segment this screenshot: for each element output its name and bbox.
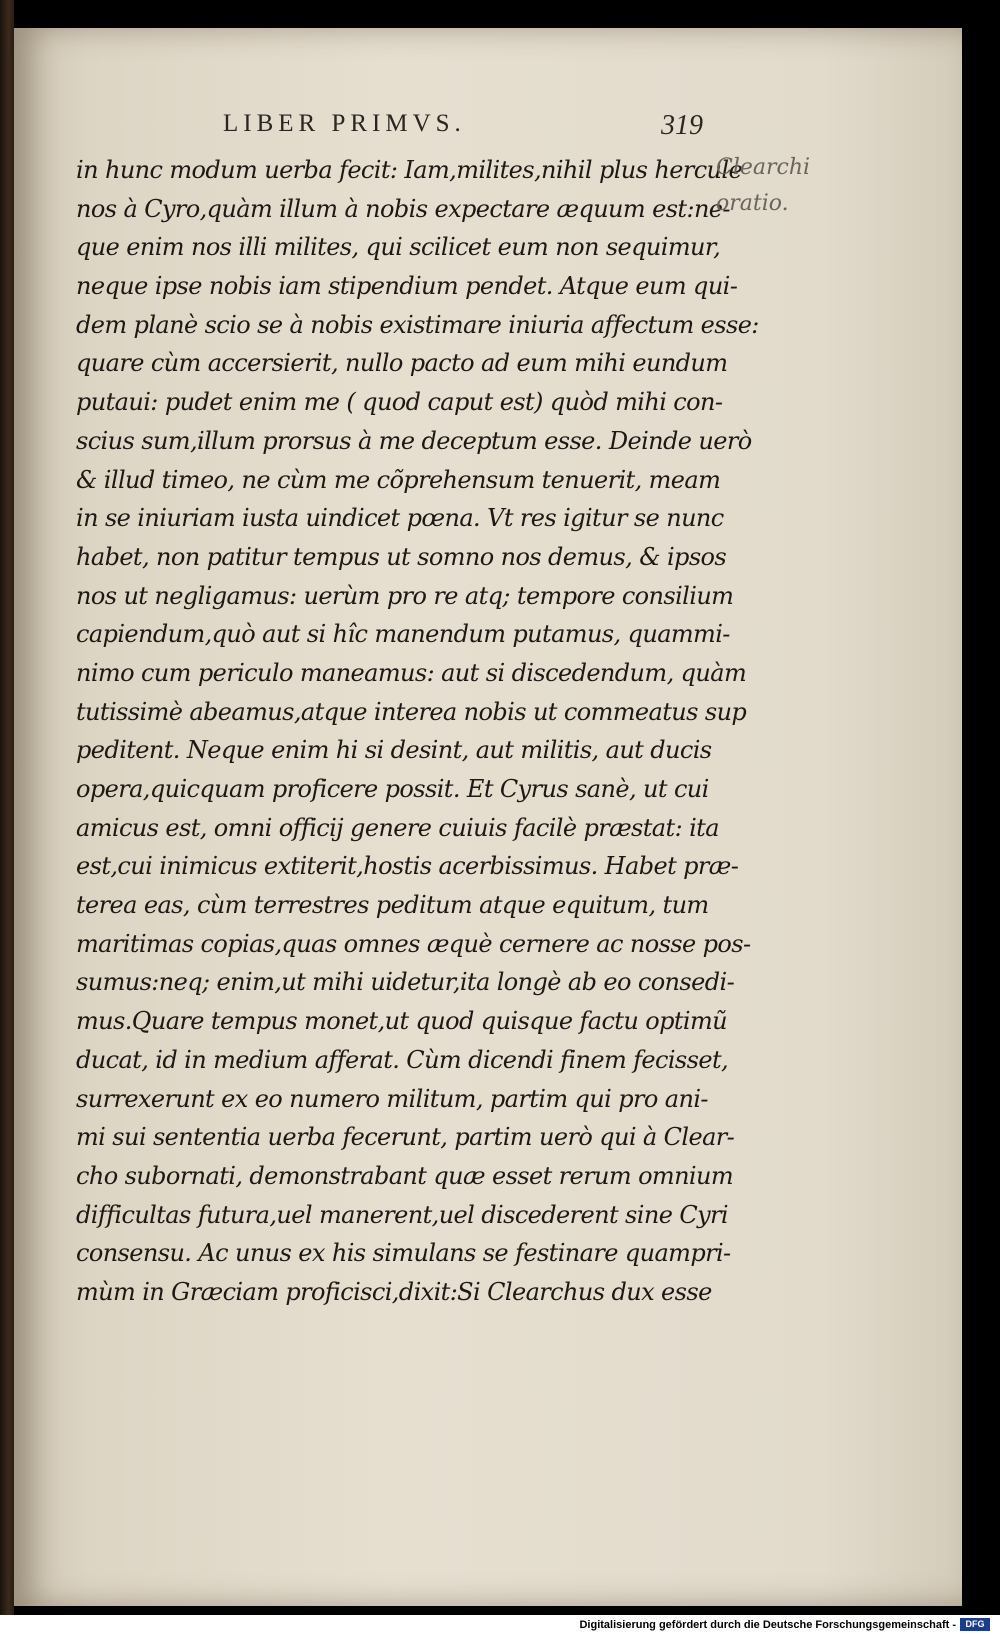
text-line: est,cui inimicus extiterit,hostis acerbissimus. Habet præ- [76, 852, 739, 881]
dfg-logo: DFG [960, 1618, 990, 1631]
digitization-credit: Digitalisierung gefördert durch die Deutsche Forschungsgemeinschaft - [579, 1619, 956, 1631]
text-line: difficultas futura,uel manerent,uel discederent sine Cyri [76, 1200, 728, 1229]
text-line: opera,quicquam proficere possit. Et Cyrus sanè, ut cui [76, 775, 709, 803]
text-line: terea eas, cùm terrestres peditum atque equitum, tum [76, 891, 709, 920]
text-line: quare cùm accersierit, nullo pacto ad eum mihi eundum [76, 349, 728, 378]
text-line: sumus:neq; enim,ut mihi uidetur,ita longè ab eo consedi- [76, 968, 735, 997]
page-number: 319 [661, 110, 703, 141]
text-line: in hunc modum uerba fecit: Iam,milites,nihil plus hercule [76, 156, 743, 184]
marginal-note [716, 150, 811, 222]
page-header [223, 110, 703, 150]
marginal-note-line: Clearchi [716, 155, 811, 180]
text-line: neque ipse nobis iam stipendium pendet. Atque eum qui- [76, 272, 738, 301]
book-spine [0, 0, 14, 1635]
text-line: cho subornati, demonstrabant quæ esset rerum omnium [76, 1161, 734, 1190]
text-line: ducat, id in medium afferat. Cùm dicendi finem fecisset, [76, 1045, 729, 1074]
text-line: mùm in Græciam proficisci,dixit:Si Clearchus dux esse [76, 1277, 712, 1306]
running-head: LIBER PRIMVS. [223, 110, 466, 137]
text-line: mus.Quare tempus monet,ut quod quisque factu optimũ [76, 1007, 727, 1036]
marginal-note-line: oratio. [716, 191, 789, 216]
text-line: surrexerunt ex eo numero militum, partim qui pro ani- [76, 1084, 708, 1113]
text-line: maritimas copias,quas omnes æquè cernere ac nosse pos- [76, 929, 751, 958]
text-line: nos ut negligamus: uerùm pro re atq; tempore consilium [76, 581, 734, 610]
text-line: tutissimè abeamus,atque interea nobis ut commeatus sup [76, 697, 747, 726]
text-line: nimo cum periculo maneamus: aut si discedendum, quàm [76, 658, 747, 687]
text-line: habet, non patitur tempus ut somno nos demus, & ipsos [76, 542, 727, 571]
text-line: & illud timeo, ne cùm me cõprehensum tenuerit, meam [76, 465, 721, 494]
text-line: amicus est, omni officij genere cuiuis facilè præstat: ita [76, 813, 719, 842]
text-line: nos à Cyro,quàm illum à nobis expectare æquum est:ne- [76, 194, 730, 223]
text-line: putaui: pudet enim me ( quod caput est) quòd mihi con- [76, 388, 723, 417]
text-line: consensu. Ac unus ex his simulans se festinare quampri- [76, 1239, 731, 1268]
text-line: mi sui sententia uerba fecerunt, partim uerò qui à Clear- [76, 1123, 735, 1152]
text-line: peditent. Neque enim hi si desint, aut militis, aut ducis [76, 736, 712, 765]
text-line: dem planè scio se à nobis existimare iniuria affectum esse: [76, 310, 759, 339]
text-line: que enim nos illi milites, qui scilicet eum non sequimur, [76, 233, 721, 262]
text-line: in se iniuriam iusta uindicet pœna. Vt res igitur se nunc [76, 504, 724, 533]
text-line: scius sum,illum prorsus à me deceptum esse. Deinde uerò [76, 426, 752, 455]
text-line: capiendum,quò aut si hîc manendum putamus, quammi- [76, 620, 730, 649]
